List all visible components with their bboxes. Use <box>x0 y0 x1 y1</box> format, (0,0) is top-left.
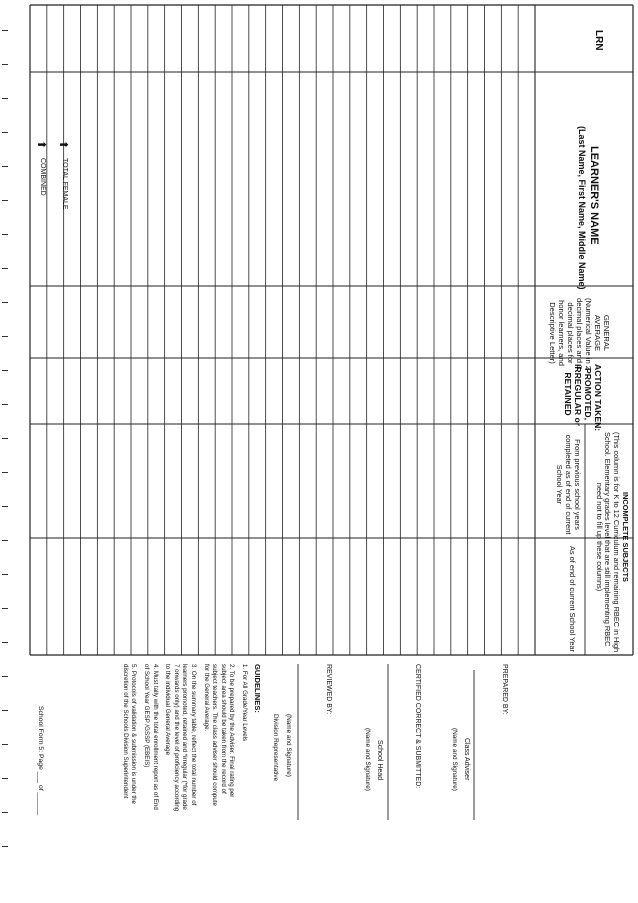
incomplete-subjects-line: School. Elementary grades level that are still implementing RBEC <box>603 432 613 647</box>
guideline-line: subject area should be taken from the record of <box>219 664 227 794</box>
guideline-line: discretion of the Schools Division Superintendent <box>121 664 129 799</box>
name-signature-3: (Name and Signature) <box>285 714 292 777</box>
division-representative-label: Division Representative <box>272 714 279 782</box>
from-previous-line: School Year <box>555 464 565 505</box>
action-taken-line: RETAINED <box>563 372 573 416</box>
general-average-line: decimal places and 3 <box>575 298 584 370</box>
incomplete-subjects-line: need not to fill up these columns) <box>594 482 604 592</box>
guideline-line: 2. To be prepared by the Adviser. Final rating per <box>228 664 236 798</box>
guideline-line: learners promoted, retained and *irregular (*for grade <box>181 664 189 810</box>
incomplete-subjects-header <box>594 432 630 653</box>
action-taken-line: IRREGULAR or <box>573 364 583 427</box>
reviewed-by-label: REVIEWED BY: <box>325 664 332 715</box>
guideline-line: for the General Average. <box>202 664 210 732</box>
general-average-line: Descriptive Letter) <box>548 302 557 364</box>
general-average-line: decimal places for <box>566 302 575 364</box>
guideline-line: 1. For All Grade/Year Levels <box>241 664 248 742</box>
total-female-label: TOTAL FEMALE <box>61 158 68 210</box>
action-taken-line: ACTION TAKEN: <box>593 364 603 432</box>
total-female-arrow-icon: ⬆ <box>57 140 69 150</box>
combined-label: COMBINED <box>39 158 46 196</box>
guidelines-title: GUIDELINES: <box>253 664 262 713</box>
school-head-label: School Head <box>376 740 383 781</box>
page-suffix: of ______ <box>37 784 44 816</box>
from-previous-header <box>555 432 581 537</box>
guideline-line: of School Year GESP /GSSP (EBEIS) <box>143 664 151 768</box>
guideline-line: 5. Protocols of validation & submission is under the <box>130 664 138 804</box>
incomplete-subjects-line: (This column is for K to 12 Curriculum and remaining RBEC in High <box>612 432 622 653</box>
page-number-field <box>37 706 44 815</box>
incomplete-subjects-line: INCOMPLETE SUBJECTS <box>621 492 630 582</box>
from-previous-line: From previous school years <box>573 439 582 530</box>
action-taken-line: PROMOTED, <box>583 367 593 421</box>
general-average-header <box>548 298 611 371</box>
guidelines-list <box>120 664 248 811</box>
name-signature-1: (Name and Signature) <box>451 728 458 791</box>
action-taken-header <box>563 364 603 432</box>
general-average-line: (Numerical Value in 2 <box>584 298 593 371</box>
from-previous-line: completed as of end of current <box>564 434 574 535</box>
prepared-by-label: PREPARED BY: <box>501 664 508 715</box>
guideline-line: subject teachers. The class adviser should compute <box>211 664 219 806</box>
as-of-end-header: As of end of current School Year <box>568 546 577 653</box>
name-signature-2: (Name and Signature) <box>364 728 371 791</box>
combined-arrow-icon: ⬆ <box>35 140 47 150</box>
class-adviser-label: Class Adviser <box>463 738 470 781</box>
general-average-line: GENERAL <box>602 314 611 352</box>
general-average-line: AVERAGE <box>593 314 602 352</box>
learners-name-sub: (Last Name, First Name, Middle Name) <box>577 126 587 290</box>
guideline-line: to the individual General Average <box>164 664 172 756</box>
lrn-header: LRN <box>593 30 604 51</box>
page-prefix: School Form 5: Page ___ <box>37 706 44 784</box>
general-average-line: honor learners, and <box>557 300 566 366</box>
guideline-line: 7 onwards only) and the level of proficiency according <box>172 664 180 812</box>
guideline-line: 3. On the summary table, reflect the total number of <box>190 664 198 806</box>
learners-name-header: LEARNER'S NAME <box>588 146 600 245</box>
certified-correct-label: CERTIFIED CORRECT & SUBMITTED: <box>414 664 421 789</box>
guideline-line: 4. Must tally with the total enrollment report as of End <box>151 664 159 810</box>
